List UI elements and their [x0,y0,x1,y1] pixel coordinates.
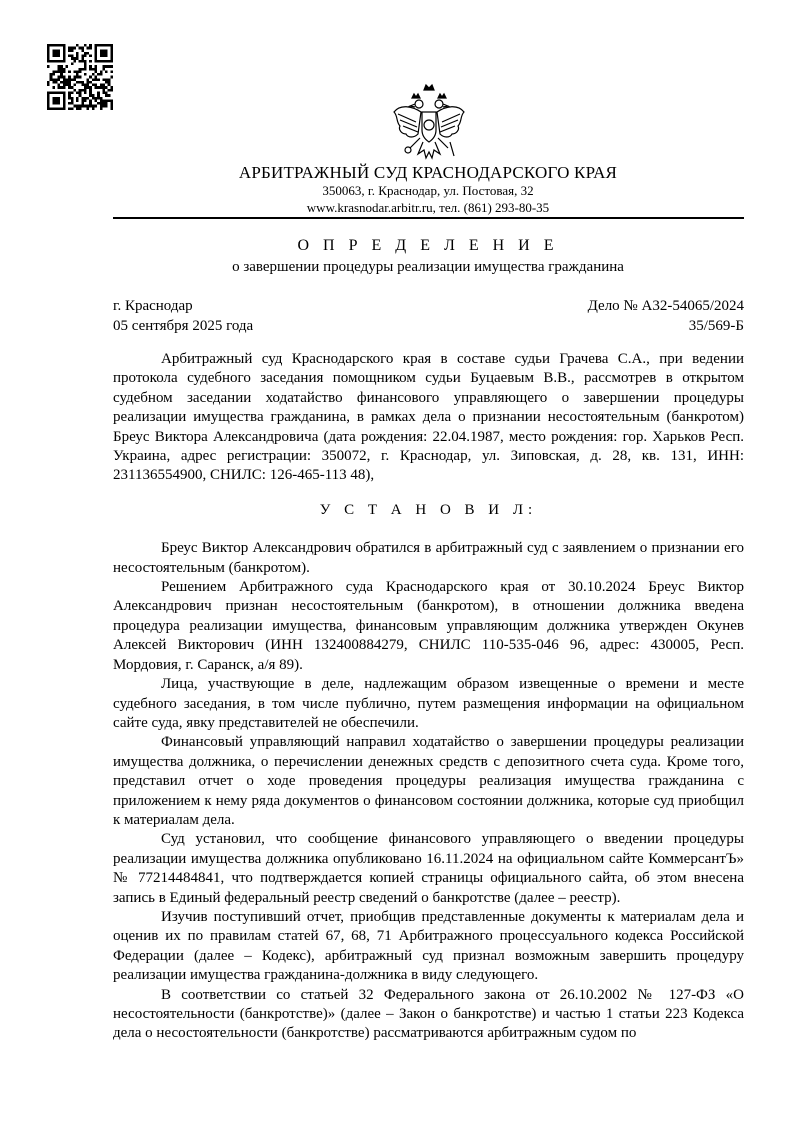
court-address-block [0,182,800,216]
court-contacts: www.krasnodar.arbitr.ru, тел. (861) 293-80-35 [306,200,550,215]
document-date: 05 сентября 2025 года [113,318,254,334]
case-suffix: 35/569-Б [688,318,744,334]
case-number: Дело № А32-54065/2024 [587,298,744,314]
section-title: У С Т А Н О В И Л: [319,501,538,518]
body-paragraph: Решением Арбитражного суда Краснодарского края от 30.10.2024 Бреус Виктор Александрович признан несостоятельным (банкротом), в отношении должника введена процедура реализации имущества, финансовым управляющим должника утвержден Окунев Алексей Викторович (ИНН 132400884279, СНИЛС 110-535-046 96, адрес: 430005, Респ. Мордовия, г. Саранск, а/я 89). [113,579,744,673]
russian-coat-of-arms-icon [390,82,468,166]
body-paragraph: В соответствии со статьей 32 Федерального закона от 26.10.2002 № 127-ФЗ «О несостоятельности (банкротстве)» (далее – Закон о банкротстве) и частью 1 статьи 223 Кодекса дела о несостоятельности (банкротстве) рассматриваются арбитражным судом по [113,986,744,1042]
document-meta [113,296,744,336]
document-body [113,350,744,1044]
intro-paragraph: Арбитражный суд Краснодарского края в составе судьи Грачева С.А., при ведении протокола судебного заседания помощником судьи Буцаевым В.В., рассмотрев в открытом судебном заседании ходатайство финансового управляющего о завершении процедуры реализации имущества гражданина, в рамках дела о признании несостоятельным (банкротом) Бреус Виктора Александровича (дата рождения: 22.04.1987, место рождения: гор. Харьков Респ. Украина, адрес регистрации: 350072, г. Краснодар, ул. Зиповская, д. 28, кв. 131, ИНН: 231136554900, СНИЛС: 126-465-113 48), [113,351,744,484]
court-name: АРБИТРАЖНЫЙ СУД КРАСНОДАРСКОГО КРАЯ [238,163,618,182]
body-paragraph: Суд установил, что сообщение финансового управляющего о введении процедуры реализации имущества должника опубликовано 16.11.2024 на официальном сайте КоммерсантЪ» № 77214484841, что подтверждается копией страницы официального сайта, об этом внесена запись в Единый федеральный реестр сведений о банкротстве (далее – реестр). [113,831,744,906]
header-divider [113,217,744,219]
document-city: г. Краснодар [113,298,193,314]
document-subtitle: о завершении процедуры реализации имущества гражданина [232,259,624,275]
qr-code-icon [47,44,113,110]
body-paragraph: Бреус Виктор Александрович обратился в арбитражный суд с заявлением о признании его несостоятельным (банкротом). [113,540,744,576]
body-paragraph: Финансовый управляющий направил ходатайство о завершении процедуры реализации имущества должника, о перечислении денежных средств с депозитного счета суда. Кроме того, представил отчет о ходе проведения процедуры реализация имущества гражданина с приложением к нему ряда документов о финансовом состоянии должника, которые суд приобщил к материалам дела. [113,734,744,828]
document-type: О П Р Е Д Е Л Е Н И Е [297,237,559,254]
body-paragraph: Лица, участвующие в деле, надлежащим образом извещенные о времени и месте судебного заседания, в том числе публично, путем размещения информации на официальном сайте суда, явку представителей не обеспечили. [113,676,744,731]
body-paragraph: Изучив поступивший отчет, приобщив представленные документы к материалам дела и оценив их по правилам статей 67, 68, 71 Арбитражного процессуального кодекса Российской Федерации (далее – Кодекс), арбитражный суд признал возможным завершить процедуру реализации имущества гражданина-должника в виду следующего. [113,908,744,984]
court-address: 350063, г. Краснодар, ул. Постовая, 32 [322,183,534,198]
